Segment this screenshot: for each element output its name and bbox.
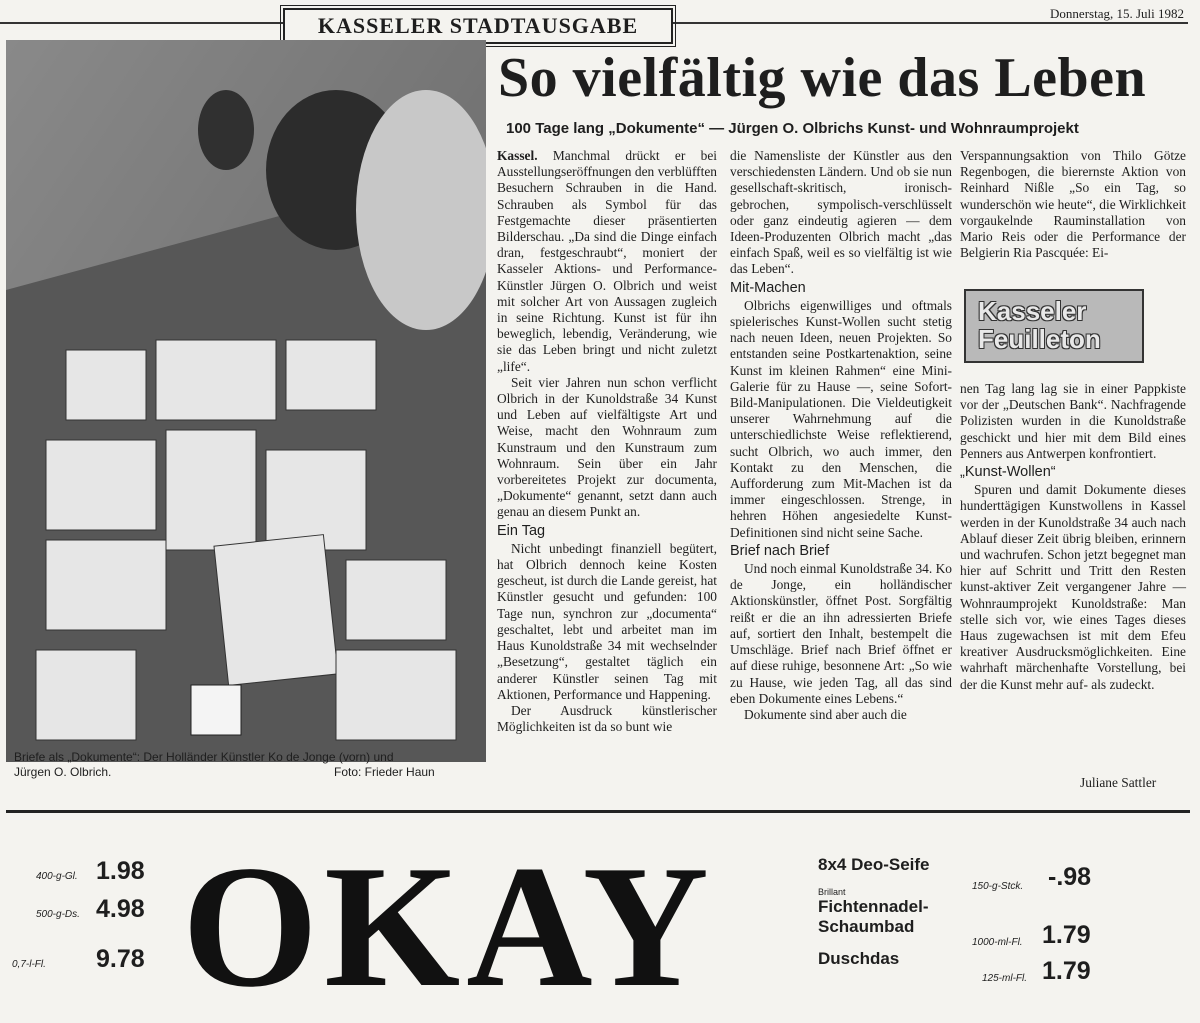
paragraph: Nicht unbedingt finanziell begütert, hat Olbrich dennoch keine Kosten gescheut, ist durch die Lande gereist, hat Künstler gesucht und gefunden: 100 Tage nun, synchron zur „documenta“ geschaltet, lebt und arbeitet man im Haus Kunoldstraße 34 mit wechselnder „Besetzung“, gestaltet täglich ein anderer Künstler seinen Tag mit Aktionen, Performance und Happening. <box>497 540 717 702</box>
article-column-1 <box>497 148 717 735</box>
paragraph: Der Ausdruck künstlerischer Möglichkeiten ist da so bunt wie <box>497 702 717 735</box>
okay-advertisement <box>6 810 1190 1023</box>
paragraph: Spuren und damit Dokumente dieses hunderttägigen Kunstwollens in Kassel werden in der Kunoldstraße 34 auch nach Ablauf dieser Zeit übrig bleiben, erinnern und wachrufen. Schon jetzt begegnet man hier auf Schritt und Tritt den Resten kunst-aktiver Zeit vergangener Jahre — Wohnraumprojekt Kunoldstraße: Man stelle sich vor, wie eines Tages dieses Haus zugewachsen ist mit dem Efeu kreativer Ausdrucksmöglichkeiten. Eine wahrhaft märchenhafte Vorstellung, bei der die Kunst mehr auf- als zudeckt. <box>960 482 1186 692</box>
price-value: 9.78 <box>96 945 145 973</box>
price-unit: 150-g-Stck. <box>972 881 1024 892</box>
paragraph: Verspannungsaktion von Thilo Götze Regenbogen, die bierernste Aktion von Reinhard Nißle „So ein Tag, so wunderschön wie heute“, die Wirklichkeit vorgaukelnde Rauminstallation von Mario Reis oder die Performance der Belgierin Ria Pascquée: Ei- <box>960 148 1186 261</box>
caption-line-2: Jürgen O. Olbrich. <box>14 765 112 779</box>
subheading: Brief nach Brief <box>730 542 830 559</box>
price-value: -.98 <box>1048 863 1092 891</box>
caption-line-1: Briefe als „Dokumente“: Der Holländer Künstler Ko de Jonge (vorn) und <box>14 750 394 764</box>
price-value: 1.79 <box>1042 957 1091 985</box>
product-name: Fichtennadel- <box>818 897 929 916</box>
subheading: Ein Tag <box>497 522 546 539</box>
product-name: 8x4 Deo-Seife <box>818 855 930 874</box>
okay-logo: OKAY <box>182 829 715 1023</box>
article-column-3-top <box>960 148 1186 261</box>
price-value: 4.98 <box>96 895 145 923</box>
price-value: 1.79 <box>1042 921 1091 949</box>
paragraph: Und noch einmal Kunoldstraße 34. Ko de Jonge, ein holländischer Aktionskünstler, öffnet Post. Sorgfältig reißt er die an ihn adressierten Briefe auf, sortiert den Inhalt, bestempelt die Umschläge. Brief nach Brief öffnet er auf diese ruhige, besonnene Art: „So wie zu Hause, wie jeden Tag, all das sind eben Dokumente eines Lebens.“ <box>730 561 952 706</box>
article-column-2 <box>730 148 952 723</box>
photo-caption <box>14 750 494 780</box>
issue-date: Donnerstag, 15. Juli 1982 <box>1050 6 1184 21</box>
paragraph: Dokumente sind aber auch die <box>744 706 907 722</box>
paragraph <box>497 148 717 375</box>
price-unit: 1000-ml-Fl. <box>972 937 1023 948</box>
author-byline: Juliane Sattler <box>1080 775 1157 790</box>
subheading: Mit-Machen <box>730 279 806 296</box>
feuilleton-line-1: Kasseler <box>978 296 1087 326</box>
dateline: Kassel. <box>497 148 538 163</box>
price-value: 1.98 <box>96 857 145 885</box>
price-unit: 125-ml-Fl. <box>982 973 1028 984</box>
feuilleton-line-2: Feuilleton <box>978 324 1101 354</box>
price-unit: 500-g-Ds. <box>36 909 80 920</box>
photo-credit: Foto: Frieder Haun <box>334 765 435 779</box>
price-unit: 400-g-Gl. <box>36 871 78 882</box>
product-prefix: Brillant <box>818 887 846 897</box>
subheading: „Kunst-Wollen“ <box>960 464 1056 481</box>
paragraph-text: Manchmal drückt er bei Ausstellungseröffnungen den verblüfften Besuchern Schrauben in die Hand. Schrauben als Symbol für das Festgemachte dieser präsentierten Bilderschau. „Da sind die Dinge einfach dran, festgeschraubt“, moniert der Kasseler Aktions- und Performance-Künstler Jürgen O. Olbrich und weist mit solcher Art von Aussagen zugleich in seine Richtung. Kunst ist für ihn beweglich, lebendig, Veränderung, wie sie das Leben bringt und nicht zuletzt „life“. <box>497 148 717 374</box>
subhead: 100 Tage lang „Dokumente“ — Jürgen O. Olbrichs Kunst- und Wohnraumprojekt <box>506 120 1079 137</box>
article-photo <box>6 40 486 762</box>
edition-title: KASSELER STADTAUSGABE <box>283 8 673 44</box>
paragraph: Olbrichs eigenwilliges und oftmals spielerisches Kunst-Wollen sucht stetig nach neuen Ideen, neuen Projekten. So entstanden seine Postkartenaktion, seine Kunst im kleinen Rahmen“ eine Mini-Galerie für zu Hause —, seine Sofort-Bild-Manipulationen. Die Vieldeutigkeit unserer Wahrnehmung auf die unterschiedlichste Weise reflektierend, sucht Olbrich, wo auch immer, den Kontakt zu den Menschen, die Aufforderung zum Mit-Machen ist da immer eingeschlossen. Strenge, in hehren Höhen angesiedelte Kunst-Definitionen sind nicht seine Sache. <box>730 297 952 540</box>
headline: So vielfältig wie das Leben <box>498 47 1147 109</box>
article-column-3-bottom <box>960 381 1186 693</box>
paragraph: die Namensliste der Künstler aus den verschiedensten Ländern. Und ob sie nun gesellschaft-skritisch, ironisch-gebrochen, sympolisch-verschlüsselt oder ganz eindeutig agieren — dem Ideen-Produzenten Olbrich macht „das einfach Spaß, weil es so vielfältig ist wie das Leben“. <box>730 148 952 277</box>
price-unit: 0,7-l-Fl. <box>12 959 46 970</box>
paragraph: Seit vier Jahren nun schon verflicht Olbrich in der Kunoldstraße 34 Kunst und Leben auf vielfältigste Art und Weise, macht den Wohnraum zum Kunstraum und den Kunstraum zum Wohnraum. Sein über ein Jahr vorbereitetes Projekt zur documenta, „Dokumente“ genannt, setzt dann auch genau an diesem Punkt an. <box>497 374 717 520</box>
product-name-line-2: Schaumbad <box>818 917 915 936</box>
feuilleton-logo <box>964 289 1144 363</box>
photo-illustration <box>6 40 486 762</box>
paragraph: nen Tag lang lag sie in einer Pappkiste vor der „Deutschen Bank“. Nachfragende Polizisten wurden in die Kunoldstraße geschickt und hier mit dem Bild eines Penners aus Antwerpen konfrontiert. <box>960 381 1186 461</box>
product-name: Duschdas <box>818 949 900 968</box>
